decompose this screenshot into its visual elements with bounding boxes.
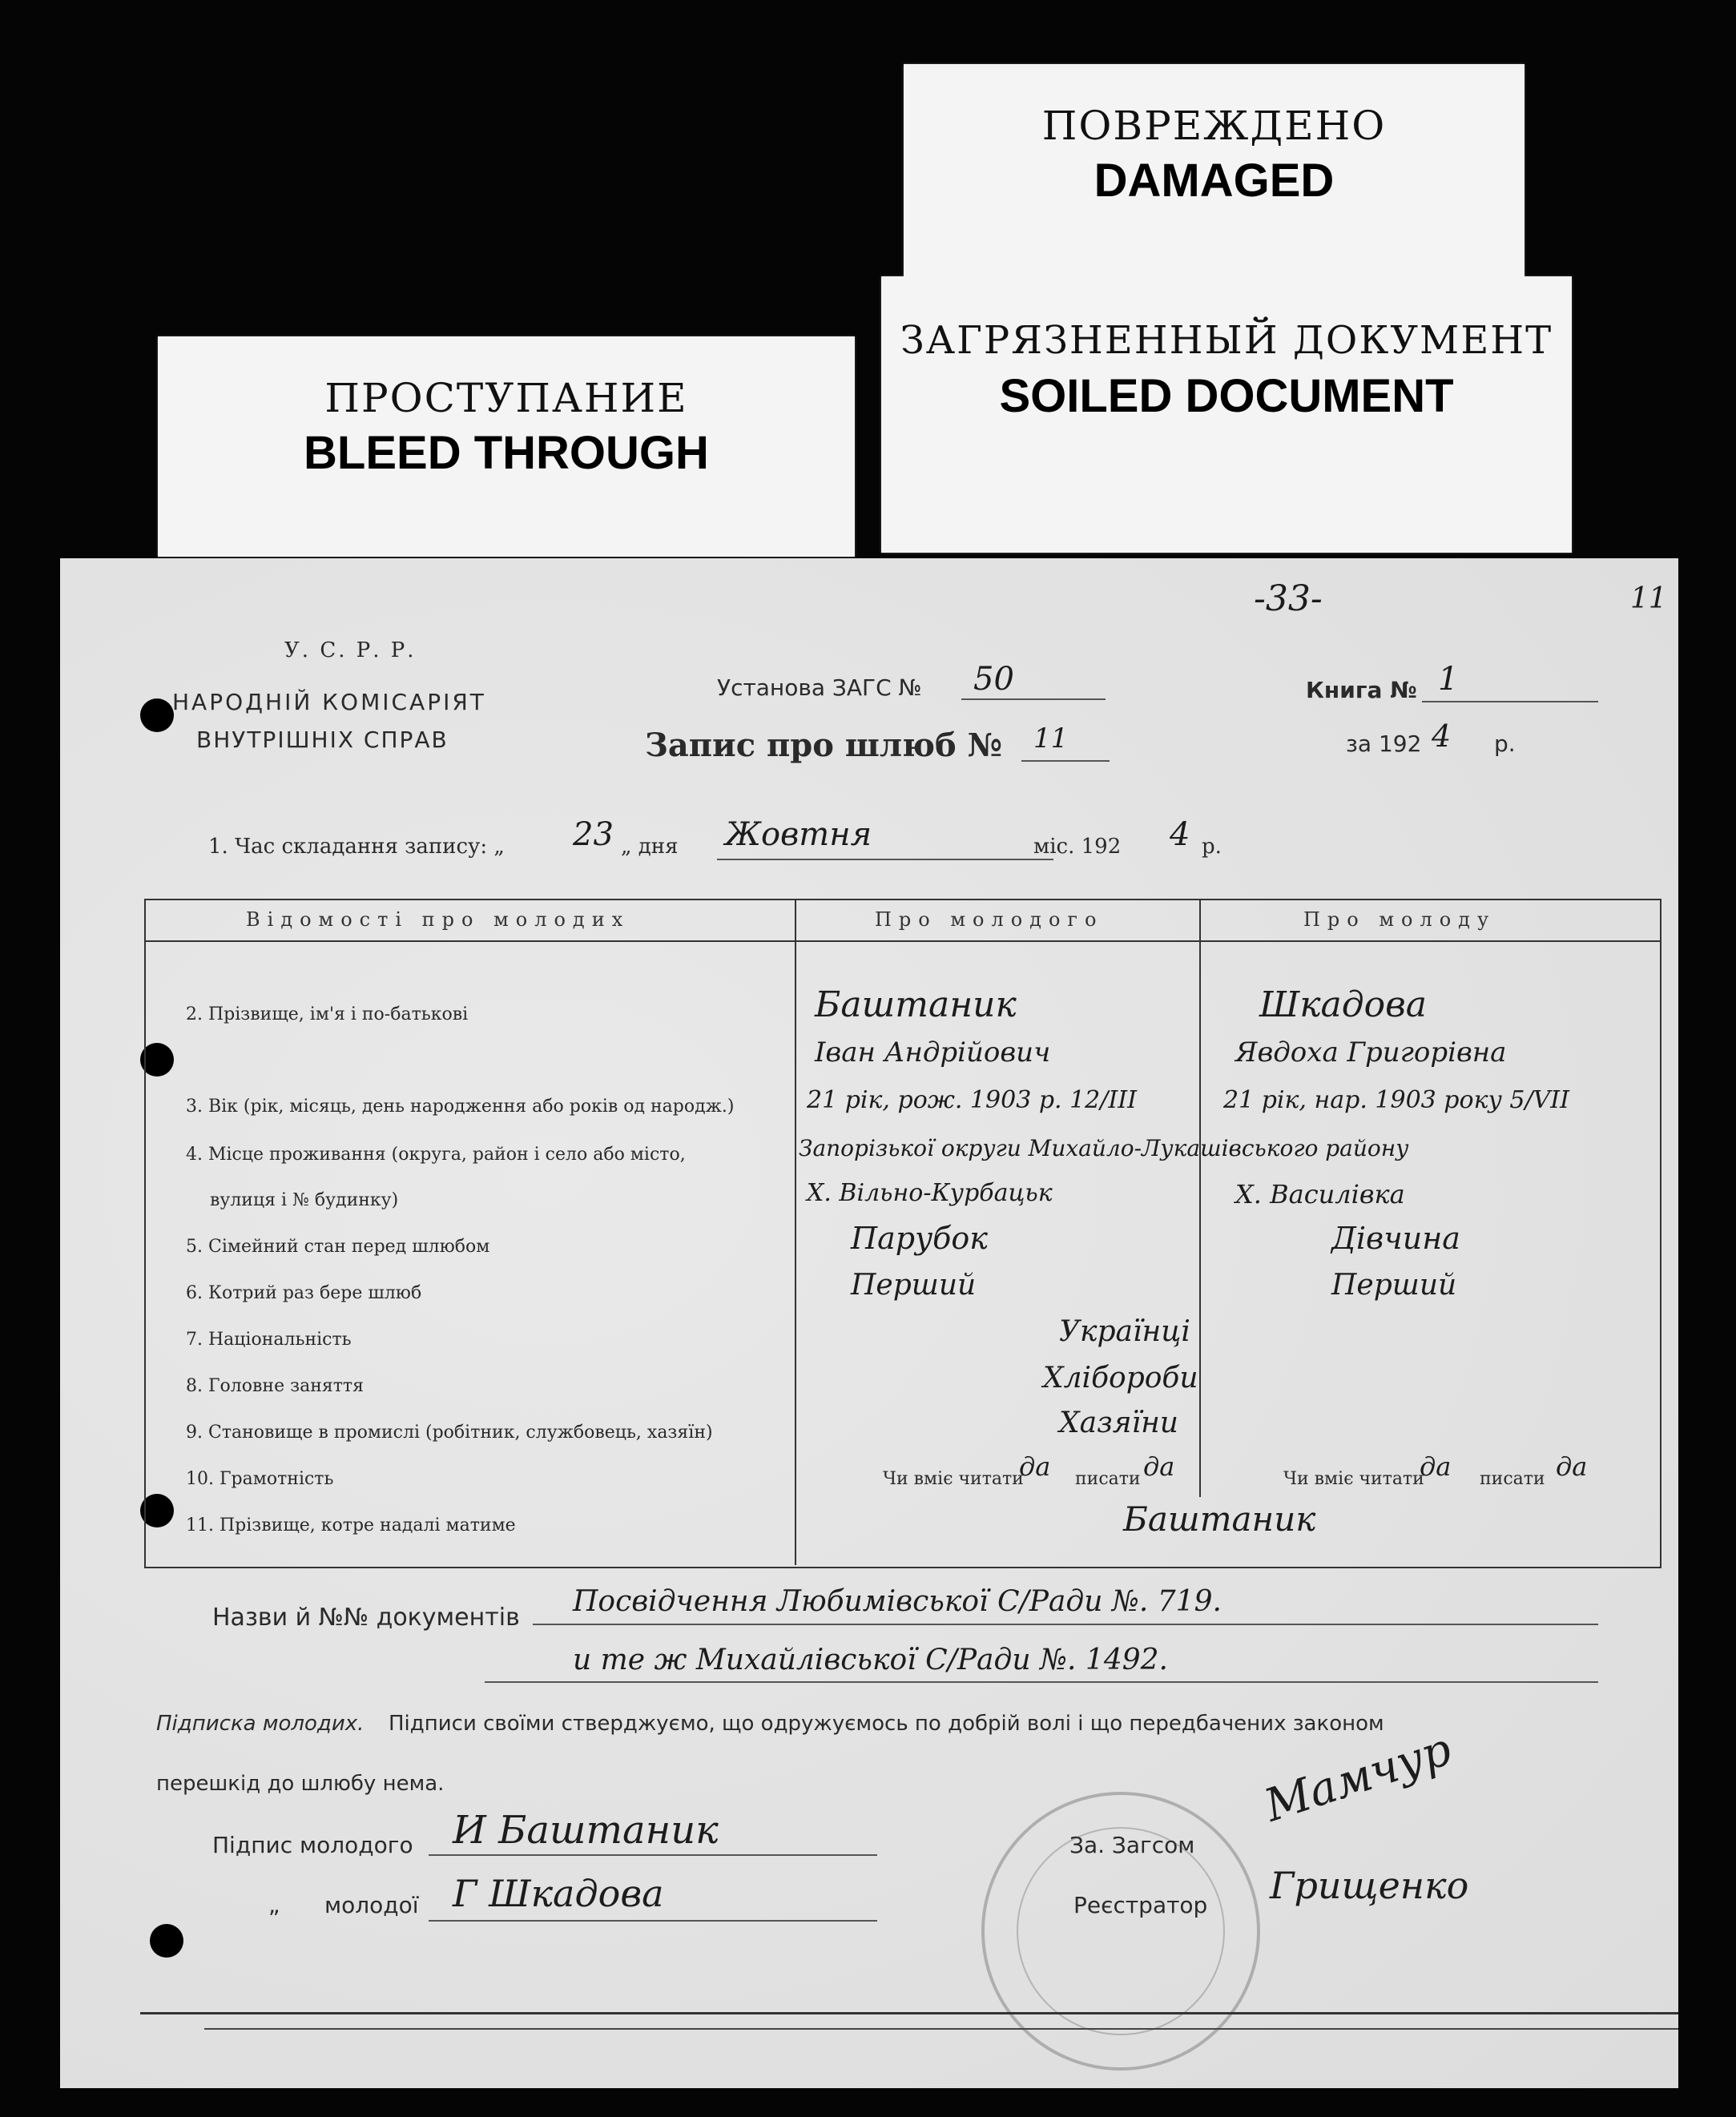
year-label: за 192: [1346, 730, 1422, 757]
year-suffix: р.: [1494, 730, 1516, 757]
groom-age: 21 рік, рож. 1903 р. 12/ІІІ: [807, 1086, 1137, 1114]
row-label-future-surname: 11. Прізвище, котре надалі матиме: [186, 1515, 516, 1535]
groom-write-label: писати: [1075, 1469, 1141, 1489]
col-info-header: Відомості про молодих: [246, 908, 630, 931]
position-value: Хазяїни: [1059, 1407, 1178, 1439]
future-surname-value: Баштаник: [1123, 1499, 1316, 1539]
groom-read-value: да: [1019, 1451, 1051, 1482]
consent-text-2: перешкід до шлюбу нема.: [156, 1772, 445, 1796]
row-label-age: 3. Вік (рік, місяць, день народження або років од народж.): [186, 1097, 735, 1117]
damaged-ru: ПОВРЕЖДЕНО: [1041, 103, 1387, 149]
office-number: 50: [973, 661, 1014, 698]
zags-label: За. Загсом: [1069, 1832, 1195, 1858]
groom-name: Іван Андрійович: [815, 1036, 1051, 1069]
bride-name: Явдоха Григорівна: [1235, 1036, 1507, 1069]
groom-read-label: Чи вміє читати: [883, 1469, 1024, 1489]
row-label-marital: 5. Сімейний стан перед шлюбом: [186, 1237, 490, 1257]
office-label: Установа ЗАГС №: [717, 674, 922, 701]
damaged-en: DAMAGED: [1094, 155, 1335, 207]
groom-write-value: да: [1143, 1451, 1175, 1482]
row-label-occupation: 8. Головне заняття: [186, 1376, 364, 1396]
punch-hole: [150, 1924, 183, 1958]
registrar-signature: Грищенко: [1270, 1864, 1469, 1907]
bride-surname: Шкадова: [1259, 984, 1427, 1025]
bride-age: 21 рік, нар. 1903 року 5/VІІ: [1223, 1086, 1569, 1114]
book-number: 1: [1438, 661, 1459, 698]
bride-times: Перший: [1331, 1269, 1457, 1302]
corner-number: 11: [1630, 582, 1667, 615]
groom-signature-label: Підпис молодого: [212, 1832, 413, 1858]
time-label: 1. Час складання запису: „: [208, 835, 505, 859]
documents-line2: и те ж Михайлівської С/Ради №. 1492.: [573, 1644, 1168, 1676]
book-label: Книга №: [1306, 677, 1417, 703]
row-label-position: 9. Становище в промислі (робітник, службовець, хазяїн): [186, 1423, 713, 1443]
bride-marital: Дівчина: [1331, 1221, 1460, 1256]
commissariat-line2: ВНУТРІШНІХ СПРАВ: [196, 726, 449, 753]
bleed-en: BLEED THROUGH: [304, 427, 709, 479]
soiled-en: SOILED DOCUMENT: [999, 370, 1454, 422]
row-label-name: 2. Прізвище, ім'я і по-батькові: [186, 1004, 469, 1024]
time-month-label: міс. 192: [1033, 835, 1122, 859]
soiled-label-card: [881, 276, 1572, 553]
time-month: Жовтня: [725, 816, 872, 853]
row-label-residence-2: вулиця і № будинку): [210, 1190, 399, 1210]
documents-line1: Посвідчення Любимівської С/Ради №. 719.: [573, 1585, 1222, 1618]
groom-signature: И Баштаник: [453, 1808, 719, 1853]
spouse-info-table: [144, 899, 1661, 1568]
record-number: 11: [1033, 722, 1069, 755]
consent-text: Підписи своїми стверджуємо, що одружуємось по добрій волі і що передбачених законом: [389, 1712, 1384, 1736]
bleed-ru: ПРОСТУПАНИЕ: [324, 375, 688, 421]
occupation-value: Хлібороби: [1043, 1362, 1198, 1395]
time-day-label: „ дня: [621, 835, 679, 859]
page-number: -33-: [1254, 578, 1323, 619]
time-year: 4: [1170, 816, 1190, 853]
time-suffix: р.: [1202, 835, 1222, 859]
bleed-label-card: [158, 336, 855, 557]
registrar-label: Реєстратор: [1073, 1892, 1208, 1918]
groom-marital: Парубок: [851, 1221, 988, 1256]
col-bride-header: Про молоду: [1303, 908, 1496, 931]
bride-write-label: писати: [1480, 1469, 1545, 1489]
col-groom-header: Про молодого: [875, 908, 1104, 931]
bride-residence: Х. Василівка: [1235, 1179, 1405, 1209]
damaged-label-card: [904, 64, 1525, 280]
bride-signature: Г Шкадова: [453, 1872, 664, 1915]
row-label-nationality: 7. Національність: [186, 1330, 352, 1350]
quote-mark: „: [268, 1892, 280, 1918]
row-label-times: 6. Котрий раз бере шлюб: [186, 1283, 422, 1303]
bride-read-value: да: [1420, 1451, 1452, 1482]
bride-write-value: да: [1556, 1451, 1588, 1482]
consent-lead: Підписка молодих.: [156, 1712, 365, 1736]
bride-signature-label: молодої: [324, 1892, 419, 1918]
residence-region: Запорізької округи Михайло-Лукашівського району: [799, 1135, 1409, 1161]
zags-signature: Мамчур: [1258, 1723, 1458, 1833]
nationality-value: Українці: [1059, 1315, 1190, 1348]
groom-residence: Х. Вільно-Курбацьк: [807, 1179, 1053, 1207]
punch-hole: [140, 698, 174, 732]
time-day: 23: [573, 816, 614, 853]
groom-times: Перший: [851, 1269, 977, 1302]
documents-label: Назви й №№ документів: [212, 1604, 520, 1632]
marriage-record-sheet: [60, 558, 1678, 2088]
record-title: Запис про шлюб №: [645, 726, 1003, 764]
republic-heading: У. С. Р. Р.: [284, 638, 417, 662]
groom-surname: Баштаник: [815, 984, 1017, 1025]
row-label-residence: 4. Місце проживання (округа, район і село або місто,: [186, 1145, 686, 1165]
commissariat-line1: НАРОДНІЙ КОМІСАРІЯТ: [172, 689, 486, 715]
bride-read-label: Чи вміє читати: [1283, 1469, 1424, 1489]
year-value: 4: [1432, 718, 1452, 754]
row-label-literacy: 10. Грамотність: [186, 1469, 334, 1489]
soiled-ru: ЗАГРЯЗНЕННЫЙ ДОКУМЕНТ: [900, 318, 1553, 363]
